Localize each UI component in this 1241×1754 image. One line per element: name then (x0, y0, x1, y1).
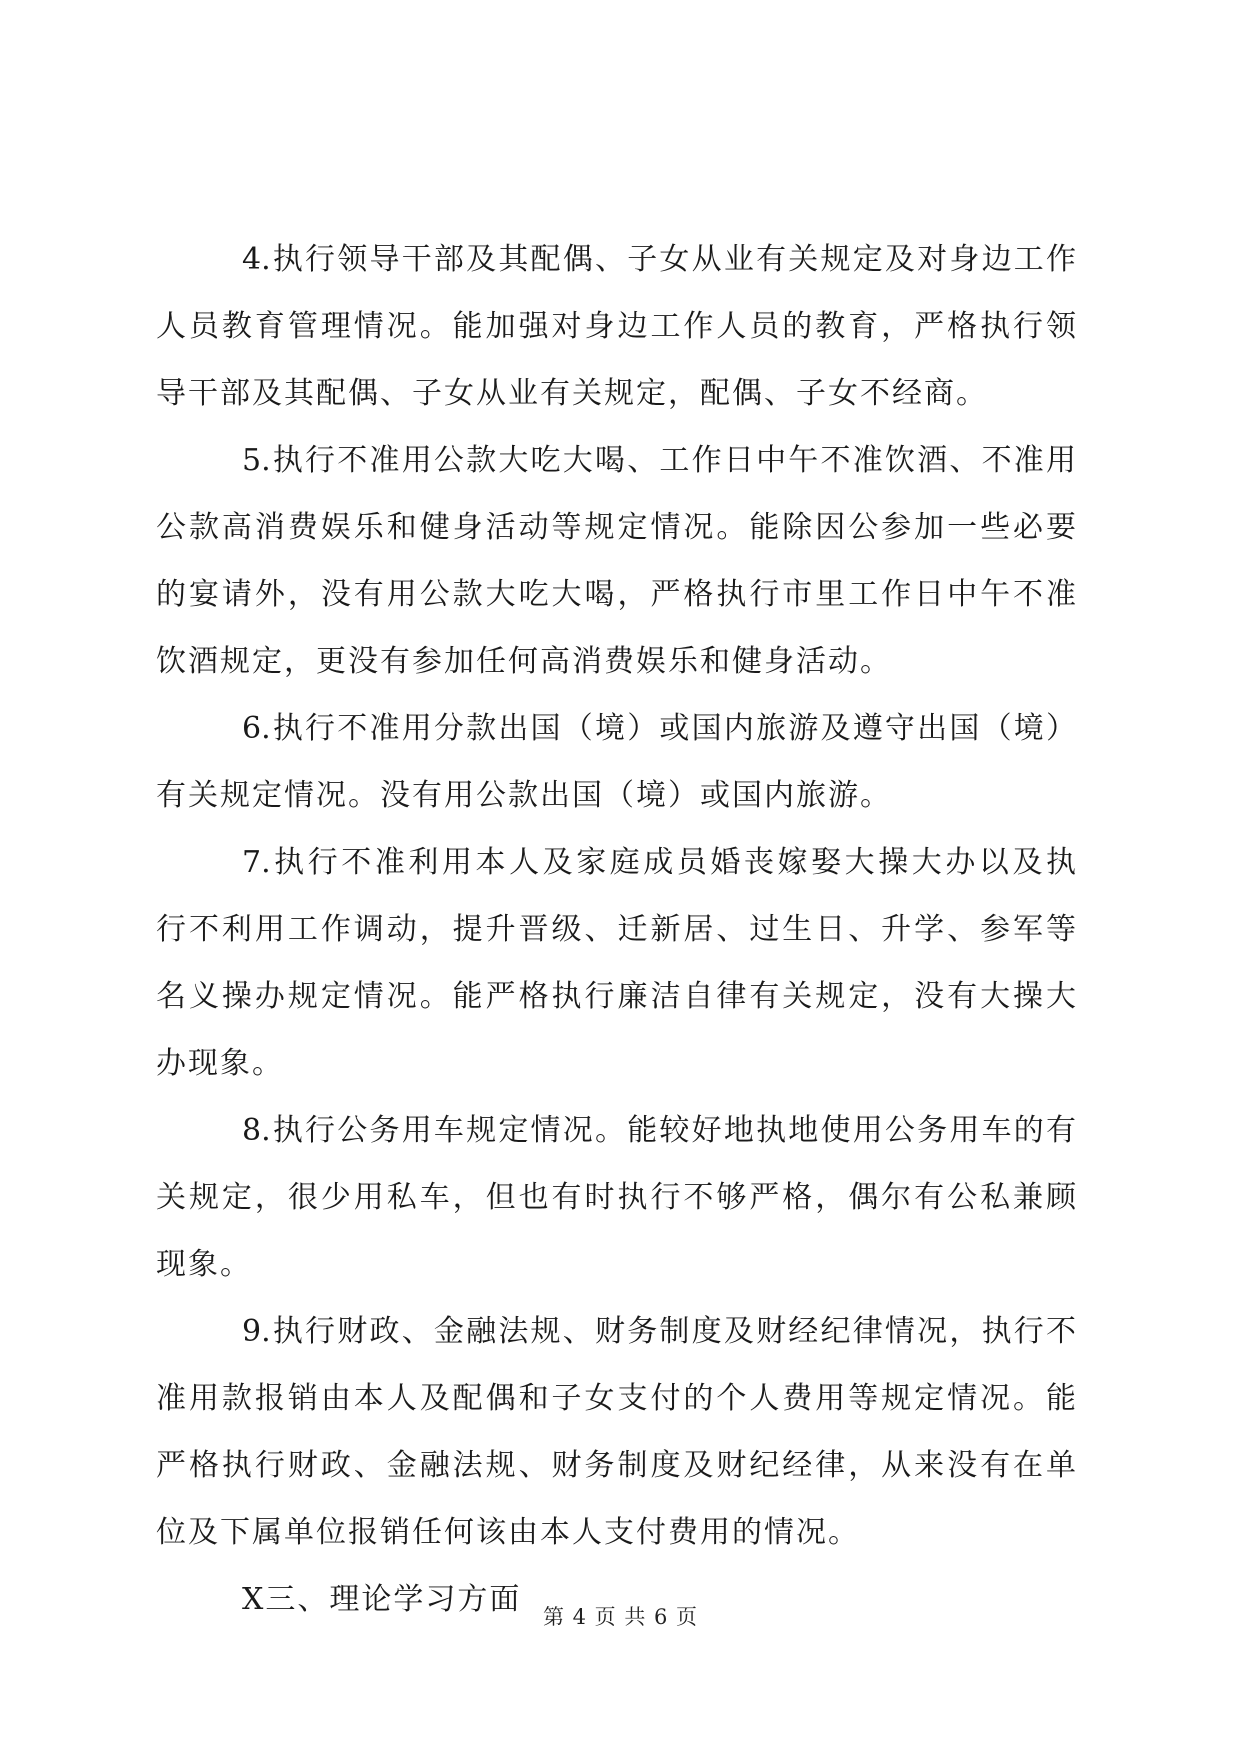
text-line: 公款高消费娱乐和健身活动等规定情况。能除因公参加一些必要 (156, 510, 1076, 545)
text-line: 7.执行不准利用本人及家庭成员婚丧嫁娶大操大办以及执 (242, 845, 1076, 880)
text-line: X三、理论学习方面 (242, 1582, 522, 1617)
text-line: 6.执行不准用分款出国（境）或国内旅游及遵守出国（境） (242, 711, 1076, 746)
text-line: 的宴请外，没有用公款大吃大喝，严格执行市里工作日中午不准 (156, 577, 1076, 612)
text-line: 严格执行财政、金融法规、财务制度及财纪经律，从来没有在单 (156, 1448, 1076, 1483)
text-line: 准用款报销由本人及配偶和子女支付的个人费用等规定情况。能 (156, 1381, 1076, 1416)
text-line: 饮酒规定，更没有参加任何高消费娱乐和健身活动。 (156, 644, 892, 679)
text-line: 行不利用工作调动，提升晋级、迁新居、过生日、升学、参军等 (156, 912, 1076, 947)
text-line: 位及下属单位报销任何该由本人支付费用的情况。 (156, 1515, 860, 1550)
text-line: 4.执行领导干部及其配偶、子女从业有关规定及对身边工作 (242, 242, 1076, 277)
text-line: 9.执行财政、金融法规、财务制度及财经纪律情况，执行不 (242, 1314, 1076, 1349)
document-body (156, 226, 1076, 1633)
text-line: 有关规定情况。没有用公款出国（境）或国内旅游。 (156, 778, 892, 813)
text-line: 办现象。 (156, 1046, 284, 1081)
page-footer: 第 4 页 共 6 页 (542, 1605, 699, 1629)
text-line: 人员教育管理情况。能加强对身边工作人员的教育，严格执行领 (156, 309, 1076, 344)
text-line: 现象。 (156, 1247, 252, 1282)
text-line: 导干部及其配偶、子女从业有关规定，配偶、子女不经商。 (156, 376, 988, 411)
text-line: 名义操办规定情况。能严格执行廉洁自律有关规定，没有大操大 (156, 979, 1076, 1014)
text-line: 8.执行公务用车规定情况。能较好地执地使用公务用车的有 (242, 1113, 1076, 1148)
text-line: 5.执行不准用公款大吃大喝、工作日中午不准饮酒、不准用 (242, 443, 1076, 478)
text-line: 关规定，很少用私车，但也有时执行不够严格，偶尔有公私兼顾 (156, 1180, 1076, 1215)
